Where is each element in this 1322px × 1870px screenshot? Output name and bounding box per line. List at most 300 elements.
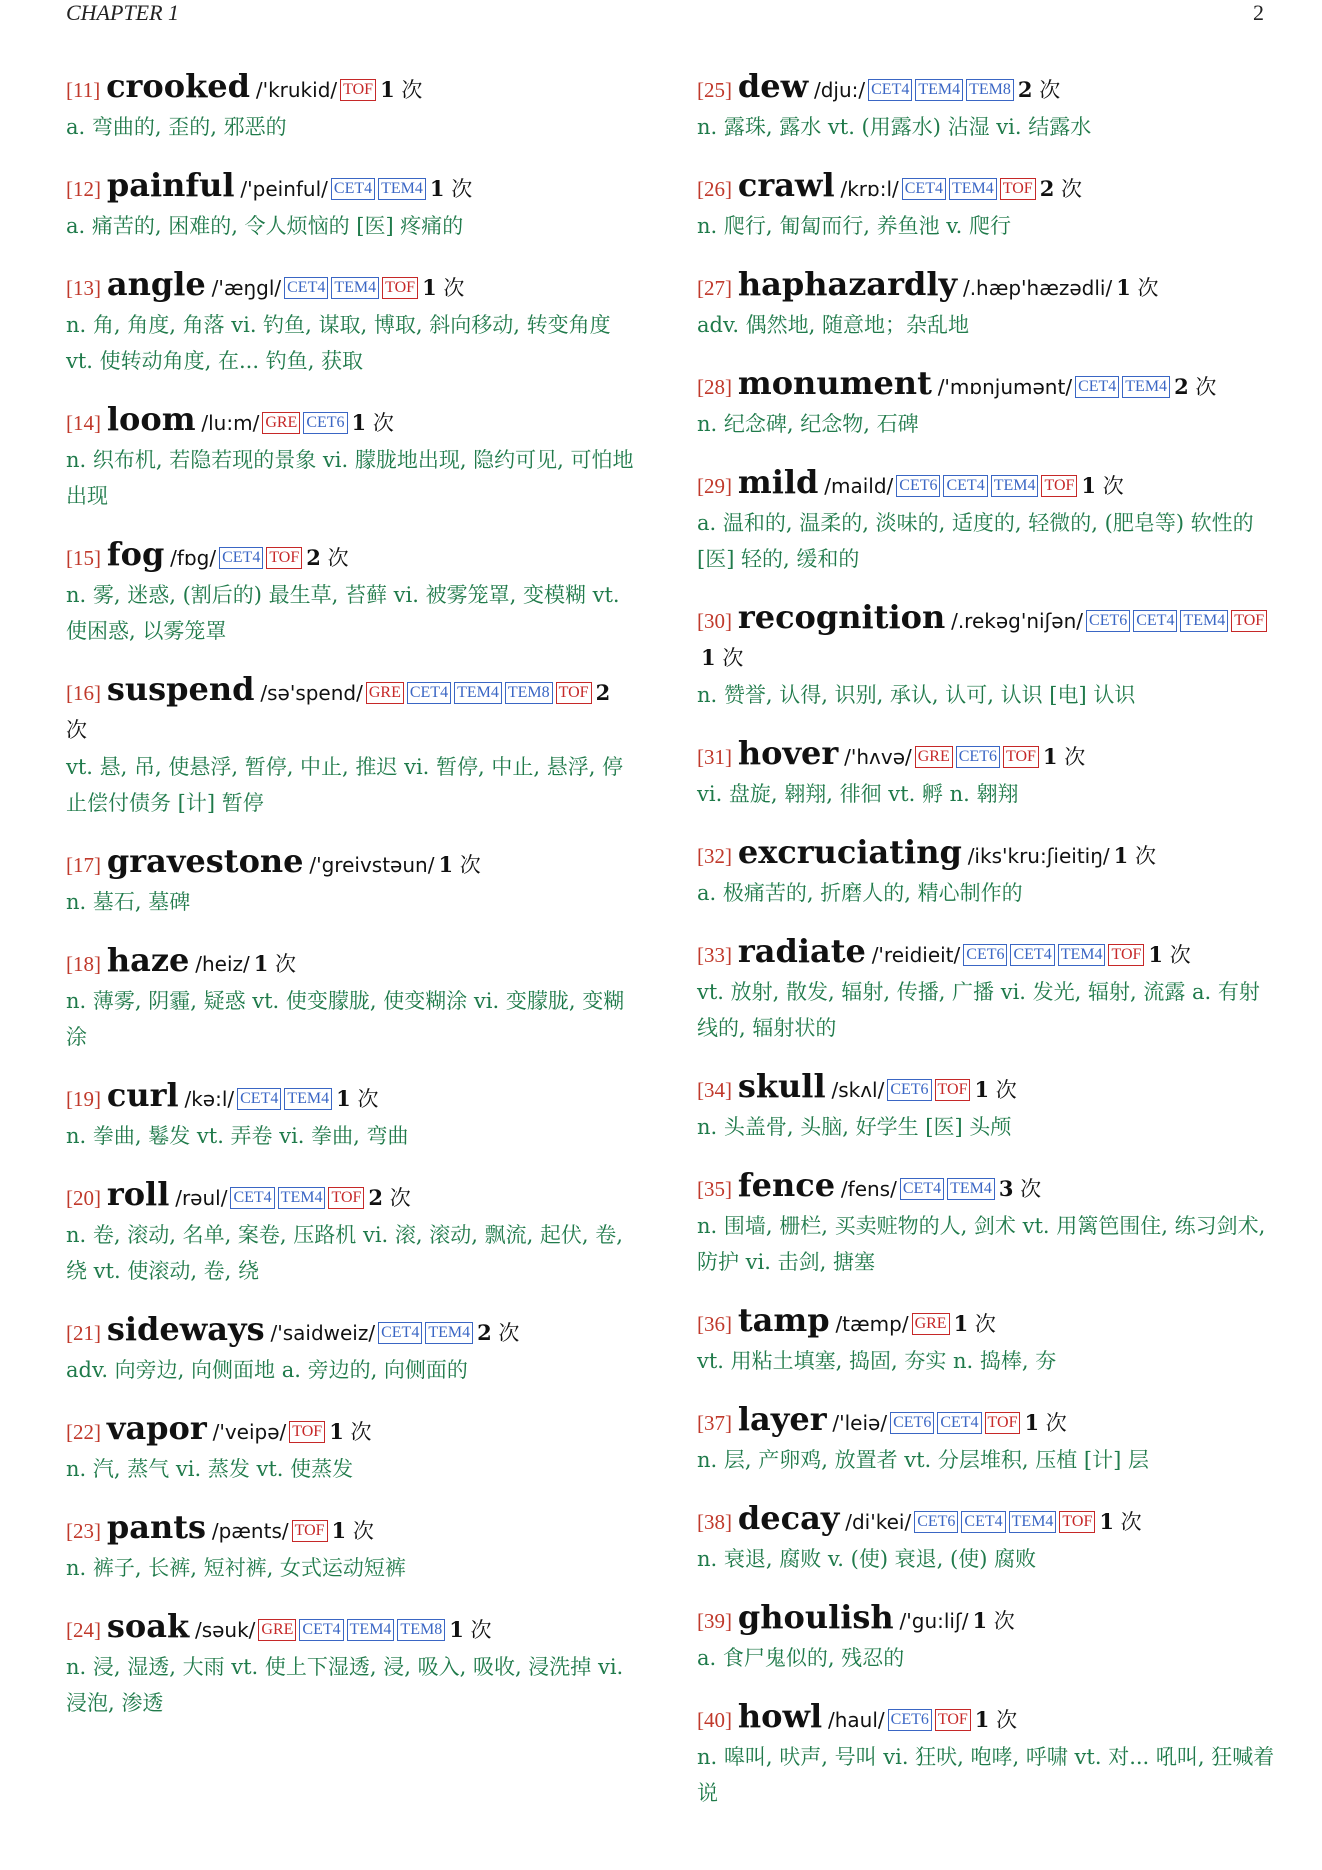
headword-line — [66, 671, 636, 749]
exam-tag-cet4: CET4 — [284, 277, 328, 299]
headword-line — [66, 1509, 636, 1550]
count-unit: 次 — [1020, 1177, 1042, 1201]
definition: adv. 向旁边, 向侧面地 a. 旁边的, 向侧面的 — [66, 1358, 468, 1382]
count-value: 1 — [253, 951, 269, 976]
count-unit: 次 — [1137, 276, 1159, 300]
count-unit: 次 — [995, 1078, 1017, 1102]
count-value: 1 — [438, 852, 454, 877]
phonetic: /'gu:liʃ/ — [899, 1609, 969, 1633]
occurrence-count — [1024, 1411, 1066, 1435]
definition: a. 食尸鬼似的, 残忍的 — [697, 1646, 905, 1670]
headword-line — [697, 599, 1277, 677]
word-entry — [697, 599, 1277, 713]
headword-line — [66, 1176, 636, 1217]
occurrence-count — [1043, 745, 1085, 769]
exam-tag-tem4: TEM4 — [991, 475, 1039, 497]
entry-number: [17] — [66, 853, 101, 877]
entry-number: [31] — [697, 745, 732, 769]
exam-tag-gre: GRE — [915, 746, 953, 768]
headword: mild — [737, 463, 819, 501]
count-unit: 次 — [1102, 474, 1124, 498]
definition: n. 雾, 迷惑, (割后的) 最生草, 苔藓 vi. 被雾笼罩, 变模糊 vt. 使困惑, 以雾笼罩 — [66, 583, 620, 643]
word-entry — [697, 1302, 1277, 1379]
word-entry — [697, 68, 1277, 145]
entry-number: [38] — [697, 1510, 732, 1534]
count-value: 1 — [422, 275, 437, 300]
exam-tag-gre: GRE — [262, 412, 300, 434]
headword: ghoulish — [737, 1598, 894, 1636]
exam-tag-cet4: CET4 — [1075, 376, 1119, 398]
word-entry — [66, 1410, 636, 1487]
exam-tag-tem4: TEM4 — [1009, 1511, 1057, 1533]
exam-tag-tem4: TEM4 — [425, 1322, 473, 1344]
phonetic: /'æŋgl/ — [211, 276, 282, 300]
exam-tag-cet4: CET4 — [943, 475, 987, 497]
occurrence-count — [1018, 78, 1060, 102]
entry-number: [13] — [66, 276, 101, 300]
definition: vi. 盘旋, 翱翔, 徘徊 vt. 孵 n. 翱翔 — [697, 782, 1019, 806]
headword: tamp — [737, 1301, 830, 1339]
exam-tag-tem8: TEM8 — [966, 79, 1014, 101]
headword-line — [66, 536, 636, 577]
headword: sideways — [106, 1310, 265, 1348]
exam-tag-tof: TOF — [1059, 1511, 1095, 1533]
word-entry — [697, 834, 1277, 911]
occurrence-count — [332, 1519, 374, 1543]
word-entry — [66, 1077, 636, 1154]
count-unit: 次 — [470, 1618, 492, 1642]
count-value: 1 — [1099, 1509, 1114, 1534]
phonetic: /'mɒnjumənt/ — [937, 375, 1073, 399]
headword-line — [697, 1167, 1277, 1208]
headword-line — [697, 1599, 1277, 1640]
entry-number: [22] — [66, 1420, 101, 1444]
headword: monument — [737, 364, 932, 402]
word-entry — [66, 401, 636, 514]
count-value: 1 — [974, 1077, 990, 1102]
occurrence-count — [352, 411, 394, 435]
exam-tag-tof: TOF — [382, 277, 418, 299]
headword: dew — [737, 67, 809, 105]
exam-tag-cet4: CET4 — [299, 1619, 343, 1641]
exam-tag-tof: TOF — [328, 1187, 364, 1209]
exam-tag-cet4: CET4 — [237, 1088, 281, 1110]
definition: n. 爬行, 匍匐而行, 养鱼池 v. 爬行 — [697, 214, 1011, 238]
exam-tag-tem4: TEM4 — [1180, 610, 1228, 632]
entry-number: [36] — [697, 1312, 732, 1336]
count-unit: 次 — [1195, 375, 1217, 399]
exam-tag-cet6: CET6 — [303, 412, 347, 434]
phonetic: /.hæp'hæzədli/ — [962, 276, 1113, 300]
entry-number: [19] — [66, 1087, 101, 1111]
count-value: 1 — [972, 1608, 988, 1633]
occurrence-count — [1174, 375, 1216, 399]
count-value: 2 — [1174, 374, 1189, 399]
phonetic: /'peinful/ — [240, 177, 328, 201]
phonetic: /krɒ:l/ — [840, 177, 899, 201]
count-unit: 次 — [372, 411, 394, 435]
definition: n. 卷, 滚动, 名单, 案卷, 压路机 vi. 滚, 滚动, 飘流, 起伏, 卷, 绕 vt. 使滚动, 卷, 绕 — [66, 1223, 623, 1283]
occurrence-count — [1116, 276, 1158, 300]
entry-number: [34] — [697, 1078, 732, 1102]
definition: a. 弯曲的, 歪的, 邪恶的 — [66, 115, 287, 139]
occurrence-count — [306, 546, 348, 570]
count-unit: 次 — [352, 1519, 374, 1543]
exam-tag-cet4: CET4 — [230, 1187, 274, 1209]
headword-line — [66, 266, 636, 307]
count-unit: 次 — [498, 1321, 520, 1345]
exam-tag-cet4: CET4 — [378, 1322, 422, 1344]
word-entry — [66, 671, 636, 821]
phonetic: /səuk/ — [194, 1618, 256, 1642]
definition: n. 织布机, 若隐若现的景象 vi. 朦胧地出现, 隐约可见, 可怕地出现 — [66, 448, 634, 508]
headword-line — [697, 68, 1277, 109]
definition: n. 汽, 蒸气 vi. 蒸发 vt. 使蒸发 — [66, 1457, 354, 1481]
definition: n. 墓石, 墓碑 — [66, 890, 191, 914]
exam-tag-tof: TOF — [340, 79, 376, 101]
count-value: 1 — [380, 77, 395, 102]
headword: crooked — [106, 67, 250, 105]
count-unit: 次 — [401, 78, 423, 102]
exam-tag-tof: TOF — [935, 1079, 971, 1101]
phonetic: /fens/ — [840, 1177, 897, 1201]
headword: haze — [106, 941, 190, 979]
headword-line — [697, 1698, 1277, 1739]
word-entry — [66, 167, 636, 244]
phonetic: /maild/ — [824, 474, 894, 498]
count-unit: 次 — [451, 177, 473, 201]
count-value: 1 — [1024, 1410, 1040, 1435]
phonetic: /heiz/ — [195, 952, 250, 976]
phonetic: /di'kei/ — [845, 1510, 912, 1534]
headword: painful — [106, 166, 235, 204]
word-entry — [66, 1509, 636, 1586]
phonetic: /.rekəg'niʃən/ — [951, 609, 1084, 633]
phonetic: /kə:l/ — [184, 1087, 235, 1111]
headword: decay — [737, 1499, 840, 1537]
exam-tag-gre: GRE — [258, 1619, 296, 1641]
count-unit: 次 — [1120, 1510, 1142, 1534]
headword: layer — [737, 1400, 827, 1438]
occurrence-count — [1099, 1510, 1141, 1534]
phonetic: /'veipə/ — [212, 1420, 287, 1444]
occurrence-count — [974, 1078, 1016, 1102]
entry-number: [23] — [66, 1519, 101, 1543]
word-entry — [697, 464, 1277, 577]
entry-number: [33] — [697, 943, 732, 967]
phonetic: /'reidieit/ — [871, 943, 961, 967]
headword: howl — [737, 1697, 823, 1735]
word-entry — [697, 735, 1277, 812]
count-unit: 次 — [1169, 943, 1191, 967]
headword: suspend — [106, 670, 255, 708]
count-value: 1 — [449, 1617, 464, 1642]
exam-tag-cet4: CET4 — [331, 178, 375, 200]
count-value: 1 — [331, 1518, 347, 1543]
entry-number: [18] — [66, 952, 101, 976]
entry-number: [14] — [66, 411, 101, 435]
exam-tag-cet6: CET6 — [887, 1079, 931, 1101]
headword-line — [66, 1608, 636, 1649]
exam-tag-tof: TOF — [1108, 944, 1144, 966]
count-value: 2 — [368, 1185, 384, 1210]
exam-tag-cet4: CET4 — [1133, 610, 1177, 632]
count-value: 2 — [306, 545, 321, 570]
headword: pants — [106, 1508, 207, 1546]
entry-number: [20] — [66, 1186, 101, 1210]
word-entry — [66, 68, 636, 145]
word-entry — [697, 1167, 1277, 1280]
word-entry — [66, 1176, 636, 1289]
occurrence-count — [336, 1087, 378, 1111]
definition: n. 露珠, 露水 vt. (用露水) 沾湿 vi. 结露水 — [697, 115, 1092, 139]
count-value: 1 — [974, 1707, 990, 1732]
entry-number: [16] — [66, 681, 101, 705]
exam-tag-cet4: CET4 — [902, 178, 946, 200]
definition: n. 薄雾, 阴霾, 疑惑 vt. 使变朦胧, 使变糊涂 vi. 变朦胧, 变糊涂 — [66, 989, 625, 1049]
word-entry — [697, 1500, 1277, 1577]
word-entry — [66, 536, 636, 649]
count-unit: 次 — [459, 853, 481, 877]
definition: vt. 悬, 吊, 使悬浮, 暂停, 中止, 推迟 vi. 暂停, 中止, 悬浮, 停止偿付债务 [计] 暂停 — [66, 755, 624, 815]
exam-tag-cet6: CET6 — [896, 475, 940, 497]
definition: vt. 用粘土填塞, 捣固, 夯实 n. 捣棒, 夯 — [697, 1349, 1057, 1373]
count-value: 2 — [595, 680, 611, 705]
count-unit: 次 — [327, 546, 349, 570]
count-unit: 次 — [275, 952, 297, 976]
phonetic: /dju:/ — [813, 78, 866, 102]
headword-line — [66, 167, 636, 208]
occurrence-count — [1148, 943, 1190, 967]
count-value: 1 — [329, 1419, 344, 1444]
occurrence-count — [701, 646, 743, 670]
definition: n. 裤子, 长裤, 短衬裤, 女式运动短裤 — [66, 1556, 406, 1580]
entry-number: [28] — [697, 375, 732, 399]
count-unit: 次 — [350, 1420, 372, 1444]
occurrence-count — [975, 1708, 1017, 1732]
exam-tag-cet4: CET4 — [407, 682, 451, 704]
count-value: 2 — [477, 1320, 492, 1345]
headword-line — [697, 365, 1277, 406]
headword-line — [66, 68, 636, 109]
word-entry — [697, 167, 1277, 244]
phonetic: /skʌl/ — [831, 1078, 885, 1102]
entry-number: [35] — [697, 1177, 732, 1201]
word-entry — [697, 266, 1277, 343]
occurrence-count — [329, 1420, 371, 1444]
entry-number: [32] — [697, 844, 732, 868]
occurrence-count — [380, 78, 422, 102]
exam-tag-tem4: TEM4 — [947, 1178, 995, 1200]
word-entry — [66, 1608, 636, 1721]
exam-tag-cet4: CET4 — [219, 547, 263, 569]
occurrence-count — [972, 1609, 1014, 1633]
count-value: 1 — [336, 1086, 351, 1111]
word-entry — [697, 1698, 1277, 1811]
word-entry — [697, 1401, 1277, 1478]
definition: a. 极痛苦的, 折磨人的, 精心制作的 — [697, 881, 1023, 905]
definition: n. 角, 角度, 角落 vi. 钓鱼, 谋取, 博取, 斜向移动, 转变角度 vt. 使转动角度, 在... 钓鱼, 获取 — [66, 313, 611, 373]
headword-line — [697, 1068, 1277, 1109]
phonetic: /iks'kru:ʃieitiŋ/ — [967, 844, 1110, 868]
exam-tag-tof: TOF — [556, 682, 592, 704]
exam-tag-tem4: TEM4 — [347, 1619, 395, 1641]
right-column — [697, 68, 1277, 1833]
definition: n. 拳曲, 鬈发 vt. 弄卷 vi. 拳曲, 弯曲 — [66, 1124, 409, 1148]
definition: a. 痛苦的, 困难的, 令人烦恼的 [医] 疼痛的 — [66, 214, 464, 238]
count-value: 1 — [1113, 843, 1129, 868]
count-unit: 次 — [996, 1708, 1018, 1732]
count-value: 2 — [1039, 176, 1055, 201]
definition: n. 浸, 湿透, 大雨 vt. 使上下湿透, 浸, 吸入, 吸收, 浸洗掉 vi. 浸泡, 渗透 — [66, 1655, 624, 1715]
occurrence-count — [477, 1321, 519, 1345]
exam-tag-tem4: TEM4 — [284, 1088, 332, 1110]
count-unit: 次 — [443, 276, 465, 300]
exam-tag-tem8: TEM8 — [397, 1619, 445, 1641]
exam-tag-tof: TOF — [289, 1421, 325, 1443]
count-unit: 次 — [1064, 745, 1086, 769]
exam-tag-cet4: CET4 — [937, 1412, 981, 1434]
exam-tag-tem4: TEM4 — [378, 178, 426, 200]
headword: curl — [106, 1076, 179, 1114]
count-unit: 次 — [357, 1087, 379, 1111]
phonetic: /tæmp/ — [835, 1312, 909, 1336]
headword: gravestone — [106, 842, 304, 880]
exam-tag-gre: GRE — [366, 682, 404, 704]
occurrence-count — [254, 952, 296, 976]
definition: n. 衰退, 腐败 v. (使) 衰退, (使) 腐败 — [697, 1547, 1037, 1571]
count-unit: 次 — [1061, 177, 1082, 201]
word-entry — [697, 1068, 1277, 1145]
exam-tag-tof: TOF — [985, 1412, 1021, 1434]
entry-number: [40] — [697, 1708, 732, 1732]
definition: adv. 偶然地, 随意地；杂乱地 — [697, 313, 970, 337]
entry-number: [24] — [66, 1618, 101, 1642]
count-value: 1 — [953, 1311, 969, 1336]
headword-line — [66, 1410, 636, 1451]
exam-tag-cet6: CET6 — [888, 1709, 932, 1731]
word-entry — [697, 933, 1277, 1046]
exam-tag-cet4: CET4 — [868, 79, 912, 101]
phonetic: /pænts/ — [211, 1519, 289, 1543]
exam-tag-cet6: CET6 — [963, 944, 1007, 966]
exam-tag-tem4: TEM4 — [331, 277, 379, 299]
headword-line — [697, 266, 1277, 307]
count-unit: 次 — [974, 1312, 996, 1336]
phonetic: /lu:m/ — [201, 411, 260, 435]
exam-tag-tof: TOF — [1041, 475, 1077, 497]
entry-number: [29] — [697, 474, 732, 498]
count-unit: 次 — [389, 1186, 411, 1210]
headword-line — [66, 843, 636, 884]
exam-tag-tem4: TEM4 — [1122, 376, 1170, 398]
headword: hover — [737, 734, 839, 772]
count-value: 1 — [1042, 744, 1058, 769]
count-unit: 次 — [722, 646, 744, 670]
phonetic: /rəul/ — [175, 1186, 228, 1210]
entry-number: [11] — [66, 78, 101, 102]
exam-tag-cet6: CET6 — [890, 1412, 934, 1434]
exam-tag-cet4: CET4 — [961, 1511, 1005, 1533]
occurrence-count — [1114, 844, 1156, 868]
exam-tag-tem4: TEM4 — [949, 178, 997, 200]
occurrence-count — [999, 1177, 1041, 1201]
headword: fog — [106, 535, 165, 573]
definition: n. 围墙, 栅栏, 买卖赃物的人, 剑术 vt. 用篱笆围住, 练习剑术, 防护 vi. 击剑, 搪塞 — [697, 1214, 1266, 1274]
exam-tag-tof: TOF — [1000, 178, 1036, 200]
count-value: 2 — [1017, 77, 1033, 102]
exam-tag-gre: GRE — [912, 1313, 950, 1335]
exam-tag-cet4: CET4 — [900, 1178, 944, 1200]
exam-tag-tem8: TEM8 — [505, 682, 553, 704]
entry-number: [27] — [697, 276, 732, 300]
headword-line — [697, 1500, 1277, 1541]
word-entry — [66, 266, 636, 379]
left-column — [66, 68, 636, 1743]
count-value: 1 — [1148, 942, 1164, 967]
headword-line — [66, 401, 636, 442]
phonetic: /'saidweiz/ — [270, 1321, 376, 1345]
phonetic: /'greivstəun/ — [309, 853, 435, 877]
word-entry — [66, 843, 636, 920]
phonetic: /haul/ — [828, 1708, 885, 1732]
entry-number: [25] — [697, 78, 732, 102]
definition: n. 纪念碑, 纪念物, 石碑 — [697, 412, 919, 436]
page-number: 2 — [1253, 0, 1264, 25]
definition: n. 头盖骨, 头脑, 好学生 [医] 头颅 — [697, 1115, 1012, 1139]
count-value: 1 — [1116, 275, 1131, 300]
count-unit: 次 — [993, 1609, 1015, 1633]
headword: skull — [737, 1067, 826, 1105]
count-value: 3 — [998, 1176, 1014, 1201]
headword: excruciating — [737, 833, 962, 871]
chapter-header: CHAPTER 1 — [66, 0, 180, 25]
headword-line — [66, 1077, 636, 1118]
word-entry — [66, 1311, 636, 1388]
count-value: 1 — [1081, 473, 1097, 498]
entry-number: [15] — [66, 546, 101, 570]
exam-tag-tem4: TEM4 — [1058, 944, 1106, 966]
headword: vapor — [106, 1409, 207, 1447]
count-unit: 次 — [1045, 1411, 1067, 1435]
headword: roll — [106, 1175, 170, 1213]
headword: loom — [106, 400, 196, 438]
exam-tag-cet6: CET6 — [1086, 610, 1130, 632]
exam-tag-tem4: TEM4 — [915, 79, 963, 101]
occurrence-count — [954, 1312, 996, 1336]
phonetic: /'hʌvə/ — [844, 745, 912, 769]
count-unit: 次 — [1134, 844, 1156, 868]
definition: n. 赞誉, 认得, 识别, 承认, 认可, 认识 [电] 认识 — [697, 683, 1136, 707]
definition: a. 温和的, 温柔的, 淡味的, 适度的, 轻微的, (肥皂等) 软性的 [医] 轻的, 缓和的 — [697, 511, 1254, 571]
count-value: 1 — [701, 645, 716, 670]
exam-tag-cet4: CET4 — [1010, 944, 1054, 966]
occurrence-count — [1040, 177, 1082, 201]
headword: haphazardly — [737, 265, 958, 303]
occurrence-count — [1081, 474, 1123, 498]
occurrence-count — [368, 1186, 410, 1210]
exam-tag-tof: TOF — [1231, 610, 1267, 632]
occurrence-count — [430, 177, 472, 201]
exam-tag-tof: TOF — [1003, 746, 1039, 768]
exam-tag-tof: TOF — [266, 547, 302, 569]
headword-line — [697, 933, 1277, 974]
definition: vt. 放射, 散发, 辐射, 传播, 广播 vi. 发光, 辐射, 流露 a. 有射线的, 辐射状的 — [697, 980, 1260, 1040]
headword-line — [697, 167, 1277, 208]
headword: crawl — [737, 166, 835, 204]
headword-line — [697, 1401, 1277, 1442]
headword: recognition — [737, 598, 946, 636]
